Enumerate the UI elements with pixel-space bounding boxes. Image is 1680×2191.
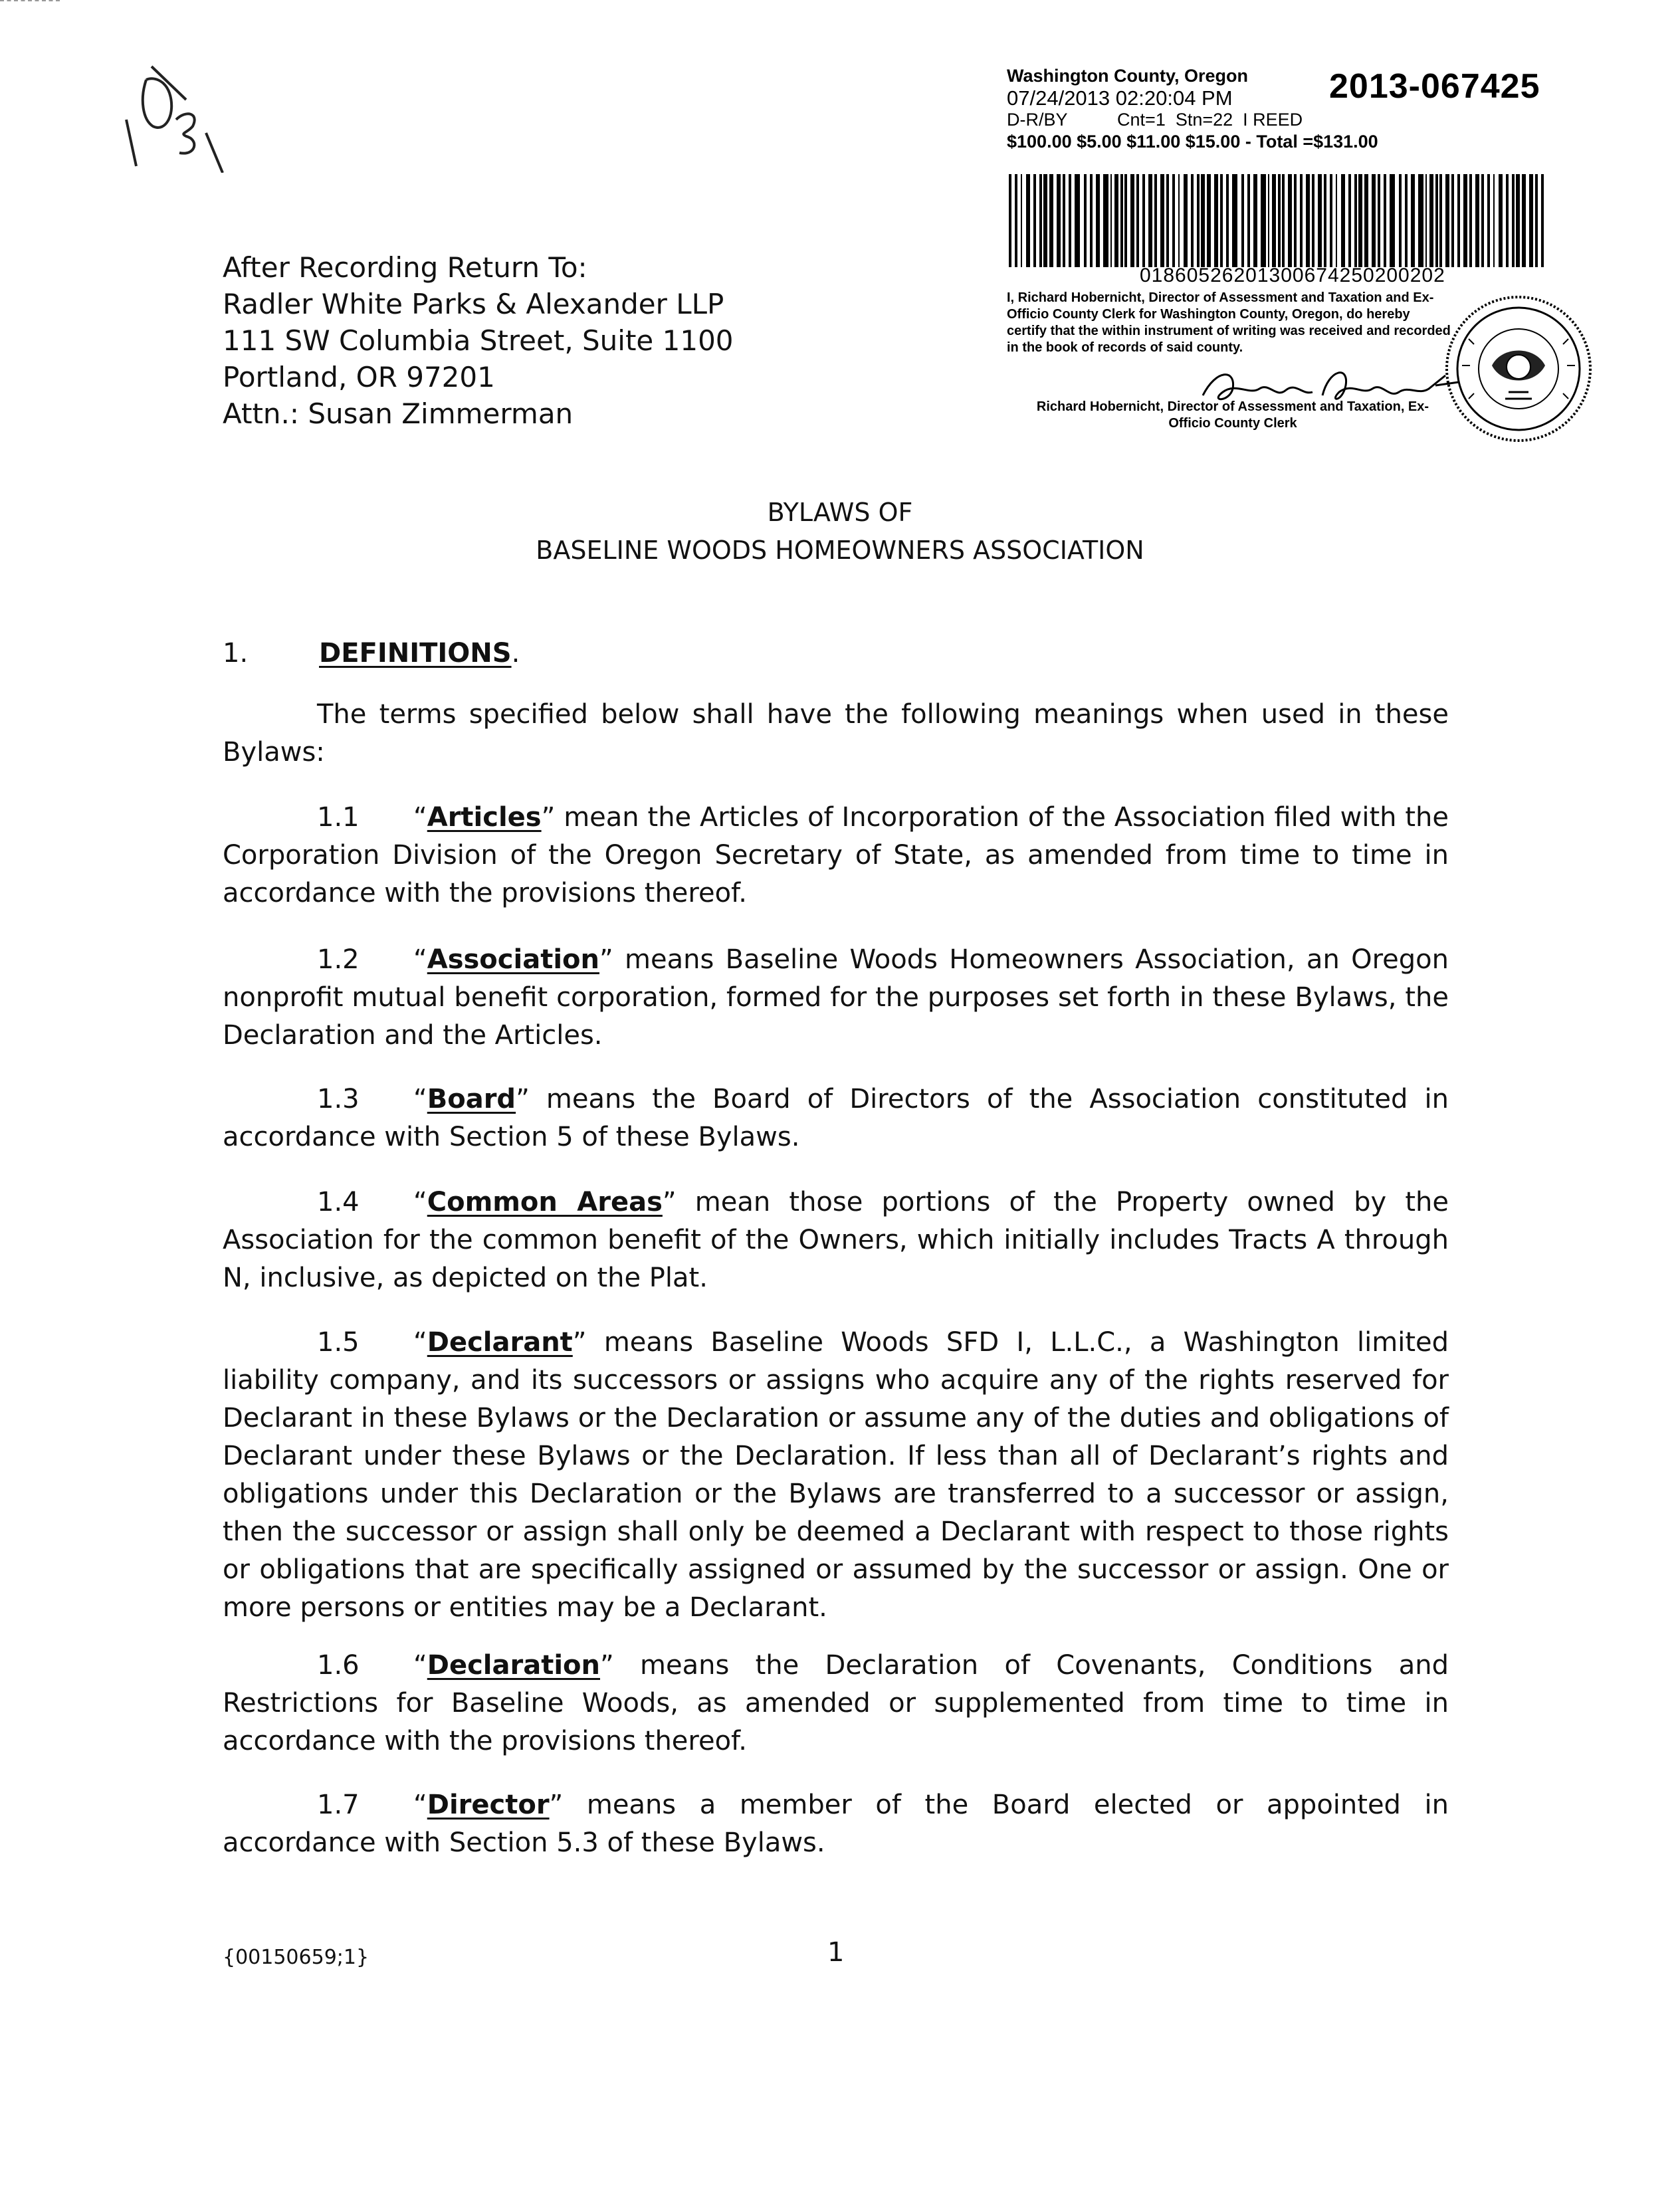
barcode-bar <box>1535 174 1538 267</box>
barcode-bar <box>1201 174 1205 267</box>
definition-term: Articles <box>427 802 542 833</box>
barcode-bar <box>1439 174 1442 267</box>
return-line: 111 SW Columbia Street, Suite 1100 <box>223 324 734 357</box>
barcode-bar <box>1516 174 1520 267</box>
barcode-bar <box>1282 174 1285 267</box>
barcode-bar <box>1390 174 1395 267</box>
definition-text: mean the Articles of Incorporation of the Association filed with the Corporation Division of the Oregon Secretary of State, as amended from time to time in accordance with the provisions thereof. <box>223 802 1449 908</box>
definition-paragraph: 1.3 “Board” means the Board of Directors of the Association constituted in accordance with Section 5 of these Bylaws. <box>223 1081 1449 1156</box>
definition-term: Declarant <box>427 1327 573 1358</box>
barcode-bar <box>1142 174 1145 267</box>
return-heading: After Recording Return To: <box>223 251 587 284</box>
definition-term: Board <box>427 1084 516 1114</box>
return-line: Attn.: Susan Zimmerman <box>223 397 574 430</box>
barcode-bar <box>1226 174 1229 267</box>
barcode-bar <box>1241 174 1244 267</box>
barcode-bar <box>1372 174 1376 267</box>
barcode-bar <box>1354 174 1357 267</box>
section-heading <box>223 635 520 673</box>
barcode-bar <box>1312 174 1314 267</box>
barcode-bar <box>1057 174 1061 267</box>
barcode-bar <box>1110 174 1112 267</box>
definition-text: means Baseline Woods SFD I, L.L.C., a Washington limited liability company, and its successors or assigns who acquire any of the rights reserved for Declarant in these Bylaws or the Declaration or assume any of the duties and obligations of Declarant under these Bylaws or the Declaration. If less than all of Declarant’s rights and obligations under this Declaration or the Bylaws are transferred to a successor or assign, then the successor or assign shall only be deemed a Declarant with respect to those rights or obligations that are specifically assigned or assumed by the successor or assign. One or more persons or entities may be a Declarant. <box>223 1327 1449 1623</box>
barcode-bar <box>1529 174 1533 267</box>
definition-term: Association <box>427 944 599 975</box>
clerk-name-title: Richard Hobernicht, Director of Assessment and Taxation, Ex-Officio County Clerk <box>1036 399 1429 431</box>
section-title: DEFINITIONS <box>319 638 512 669</box>
barcode-bar <box>1300 174 1303 267</box>
return-line: Portland, OR 97201 <box>223 361 495 393</box>
definition-text: means the Board of Directors of the Association constituted in accordance with Section 5 of these Bylaws. <box>223 1084 1449 1152</box>
barcode-bar <box>1172 174 1175 267</box>
barcode-bar <box>1154 174 1157 267</box>
barcode-bar <box>1541 174 1544 267</box>
barcode-bar <box>1090 174 1093 267</box>
barcode-bar <box>1341 174 1345 267</box>
barcode <box>1009 174 1546 267</box>
barcode-bar <box>1336 174 1337 267</box>
document-title-line2: BASELINE WOODS HOMEOWNERS ASSOCIATION <box>536 536 1144 565</box>
return-address <box>223 249 734 432</box>
definition-number: 1.2 <box>317 944 360 975</box>
barcode-bar <box>1324 174 1326 267</box>
barcode-bar <box>1166 174 1169 267</box>
definition-text: mean those portions of the Property owned by the Association for the common benefit of the Owners, which initially includes Tracts A through N, inclusive, as depicted on the Plat. <box>223 1187 1449 1293</box>
definition-paragraph: 1.7 “Director” means a member of the Board elected or appointed in accordance with Section 5.3 of these Bylaws. <box>223 1786 1449 1862</box>
barcode-bar <box>1247 174 1250 267</box>
return-line: Radler White Parks & Alexander LLP <box>223 288 724 320</box>
barcode-bar <box>1096 174 1100 267</box>
definition-number: 1.7 <box>317 1790 360 1820</box>
document-title-line1: BYLAWS OF <box>767 498 913 527</box>
barcode-bar <box>1015 174 1017 267</box>
barcode-bar <box>1130 174 1134 267</box>
barcode-bar <box>1075 174 1080 267</box>
barcode-bar <box>1378 174 1380 267</box>
barcode-bar <box>1288 174 1292 267</box>
barcode-bar <box>1084 174 1087 267</box>
barcode-bar <box>1253 174 1257 267</box>
barcode-bar <box>1429 174 1433 267</box>
barcode-bar <box>1184 174 1188 267</box>
barcode-bar <box>1178 174 1180 267</box>
document-number: 2013-067425 <box>1329 67 1540 106</box>
barcode-bar <box>1499 174 1503 267</box>
barcode-bar <box>1522 174 1526 267</box>
barcode-bar <box>1399 174 1402 267</box>
definition-term: Common Areas <box>427 1187 663 1217</box>
barcode-bar <box>1457 174 1460 267</box>
barcode-bar <box>1411 174 1415 267</box>
barcode-bar <box>1348 174 1351 267</box>
barcode-bar <box>1136 174 1139 267</box>
definition-paragraph: 1.2 “Association” means Baseline Woods Homeowners Association, an Oregon nonprofit mutual benefit corporation, formed for the purposes set forth in these Bylaws, the Declaration and the Articles. <box>223 941 1449 1055</box>
barcode-bar <box>1232 174 1237 267</box>
barcode-bar <box>1493 174 1495 267</box>
barcode-bar <box>1512 174 1515 267</box>
definition-number: 1.4 <box>317 1187 360 1217</box>
barcode-bar <box>1405 174 1408 267</box>
barcode-bar <box>1049 174 1053 267</box>
barcode-bar <box>1021 174 1022 267</box>
definition-paragraph: 1.6 “Declaration” means the Declaration of Covenants, Conditions and Restrictions for Baseline Woods, as amended or supplemented from time to time in accordance with the provisions thereof. <box>223 1647 1449 1760</box>
barcode-bar <box>1445 174 1449 267</box>
definition-text: means the Declaration of Covenants, Conditions and Restrictions for Baseline Woods, as amended or supplemented from time to time in accordance with the provisions thereof. <box>223 1650 1449 1756</box>
barcode-bar <box>1469 174 1472 267</box>
definition-paragraph: 1.5 “Declarant” means Baseline Woods SFD I, L.L.C., a Washington limited liability company, and its successors or assigns who acquire any of the rights reserved for Declarant in these Bylaws or the Declaration or assume any of the duties and obligations of Declarant under these Bylaws or the Declaration. If less than all of Declarant’s rights and obligations under this Declaration or the Bylaws are transferred to a successor or assign, then the successor or assign shall only be deemed a Declarant with respect to those rights or obligations that are specifically assigned or assumed by the successor or assign. One or more persons or entities may be a Declarant. <box>223 1324 1449 1627</box>
county-seal <box>1442 292 1595 445</box>
definition-number: 1.1 <box>317 802 360 833</box>
barcode-bar <box>1114 174 1118 267</box>
barcode-bar <box>1463 174 1467 267</box>
definition-number: 1.5 <box>317 1327 360 1358</box>
barcode-bar <box>1026 174 1030 267</box>
barcode-bar <box>1043 174 1047 267</box>
barcode-bar <box>1191 174 1194 267</box>
barcode-bar <box>1481 174 1484 267</box>
footer-document-id: {00150659;1} <box>223 1946 369 1969</box>
barcode-bar <box>1364 174 1368 267</box>
barcode-bar <box>1214 174 1218 267</box>
section-number: 1. <box>223 638 249 669</box>
definition-text: means Baseline Woods Homeowners Association, an Oregon nonprofit mutual benefit corporation, formed for the purposes set forth in these Bylaws, the Declaration and the Articles. <box>223 944 1449 1051</box>
clerk-certification: I, Richard Hobernicht, Director of Assessment and Taxation and Ex-Officio County Clerk for Washington County, Oregon, do hereby certify that the within instrument of writing was received and recorded in the book of records of said county. <box>1007 290 1451 355</box>
recording-fees: $100.00 $5.00 $11.00 $15.00 - Total =$131.00 <box>1007 132 1378 152</box>
barcode-bar <box>1033 174 1036 267</box>
barcode-bar <box>1278 174 1281 267</box>
barcode-bar <box>1272 174 1276 267</box>
barcode-bar <box>1039 174 1042 267</box>
page-number: 1 <box>827 1937 845 1968</box>
barcode-bar <box>1306 174 1310 267</box>
section-intro: The terms specified below shall have the following meanings when used in these Bylaws: <box>223 699 1449 768</box>
barcode-bar <box>1220 174 1223 267</box>
definition-number: 1.3 <box>317 1084 360 1114</box>
scan-edge-mark <box>0 0 60 5</box>
barcode-bar <box>1120 174 1123 267</box>
barcode-bar <box>1197 174 1200 267</box>
definition-text: means a member of the Board elected or appointed in accordance with Section 5.3 of these Bylaws. <box>223 1790 1449 1858</box>
barcode-bar <box>1475 174 1479 267</box>
barcode-bar <box>1487 174 1490 267</box>
definition-term: Declaration <box>427 1650 600 1681</box>
barcode-bar <box>1294 174 1297 267</box>
barcode-bar <box>1160 174 1164 267</box>
barcode-bar <box>1318 174 1322 267</box>
recording-datetime: 07/24/2013 02:20:04 PM <box>1007 86 1233 110</box>
recording-code: D-R/BY Cnt=1 Stn=22 I REED <box>1007 110 1303 130</box>
recording-county: Washington County, Oregon <box>1007 66 1248 86</box>
barcode-bar <box>1506 174 1509 267</box>
barcode-bar <box>1148 174 1152 267</box>
barcode-bar <box>1207 174 1211 267</box>
handwritten-mark <box>113 40 233 173</box>
barcode-bar <box>1268 174 1269 267</box>
barcode-bar <box>1103 174 1108 267</box>
definition-paragraph: 1.1 “Articles” mean the Articles of Incorporation of the Association filed with the Corporation Division of the Oregon Secretary of State, as amended from time to time in accordance with the provisions thereof. <box>223 799 1449 912</box>
barcode-bar <box>1261 174 1266 267</box>
barcode-bar <box>1384 174 1386 267</box>
section-title-period: . <box>511 638 520 669</box>
barcode-bar <box>1330 174 1332 267</box>
barcode-bar <box>1418 174 1423 267</box>
barcode-bar <box>1358 174 1362 267</box>
barcode-bar <box>1069 174 1071 267</box>
barcode-number: 01860526201300674250200202 <box>1140 264 1445 286</box>
definition-term: Director <box>427 1790 550 1820</box>
barcode-bar <box>1451 174 1454 267</box>
definition-number: 1.6 <box>317 1650 360 1681</box>
definition-paragraph: 1.4 “Common Areas” mean those portions of the Property owned by the Association for the common benefit of the Owners, which initially includes Tracts A through N, inclusive, as depicted on the Plat. <box>223 1184 1449 1297</box>
barcode-bar <box>1063 174 1065 267</box>
barcode-bar <box>1124 174 1127 267</box>
barcode-bar <box>1425 174 1427 267</box>
barcode-bar <box>1009 174 1011 267</box>
barcode-bar <box>1435 174 1438 267</box>
